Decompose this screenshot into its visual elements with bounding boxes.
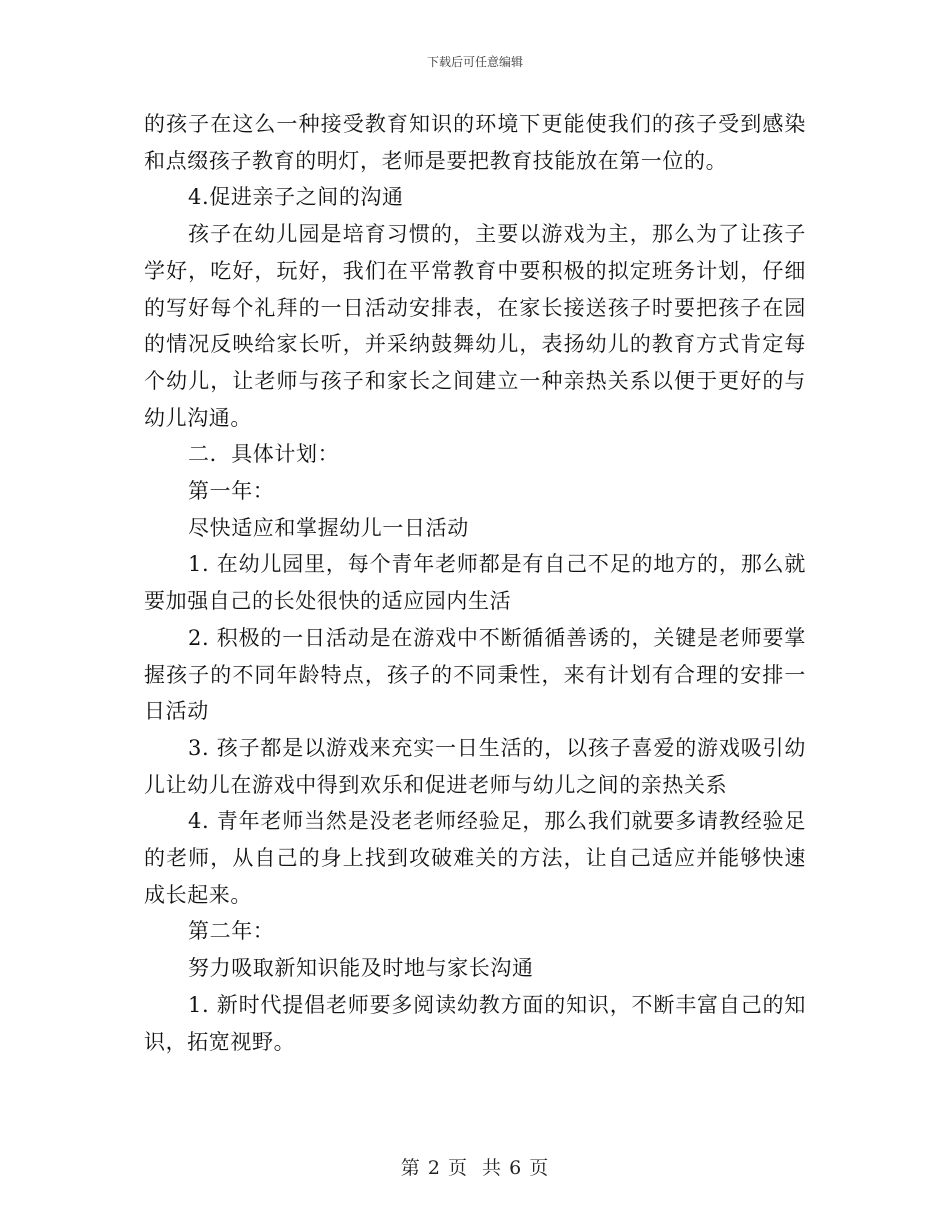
first-year-goal: 尽快适应和掌握幼儿一日活动 <box>188 515 469 540</box>
footer-current-page: 2 <box>427 1157 441 1179</box>
document-body <box>144 106 806 1060</box>
footer-prefix: 第 <box>400 1157 421 1179</box>
paragraph-communication: 孩子在幼儿园是培育习惯的，主要以游戏为主，那么为了让孩子学好，吃好，玩好，我们在平常教育中要积极的拟定班务计划，仔细的写好每个礼拜的一日活动安排表，在家长接送孩子时要把孩子在园的情况反映给家长听，并采纳鼓舞幼儿，表扬幼儿的教育方式肯定每个幼儿，让老师与孩子和家长之间建立一种亲热关系以便于更好的与幼儿沟通。 <box>144 222 806 430</box>
second-year-item-1: 1. 新时代提倡老师要多阅读幼教方面的知识，不断丰富自己的知识，拓宽视野。 <box>144 992 806 1054</box>
heading-parent-child-communication: 4.促进亲子之间的沟通 <box>188 185 404 210</box>
paragraph-continuation: 的孩子在这么一种接受教育知识的环境下更能使我们的孩子受到感染和点缀孩子教育的明灯，老师是要把教育技能放在第一位的。 <box>144 112 806 173</box>
footer-middle: 页 共 <box>447 1157 503 1179</box>
heading-first-year: 第一年： <box>188 479 275 504</box>
page-footer <box>0 1153 950 1180</box>
page-header-note: 下载后可任意编辑 <box>426 55 523 69</box>
heading-second-year: 第二年： <box>188 919 275 944</box>
second-year-goal: 努力吸取新知识能及时地与家长沟通 <box>188 956 534 981</box>
heading-specific-plan: 二．具体计划： <box>188 442 340 467</box>
first-year-item-4: 4. 青年老师当然是没老老师经验足，那么我们就要多请教经验足的老师，从自己的身上找到攻破难关的方法，让自己适应并能够快速成长起来。 <box>144 809 806 907</box>
first-year-item-1: 1. 在幼儿园里，每个青年老师都是有自己不足的地方的，那么就要加强自己的长处很快的适应园内生活 <box>144 552 806 614</box>
first-year-item-2: 2. 积极的一日活动是在游戏中不断循循善诱的，关键是老师要掌握孩子的不同年龄特点，孩子的不同秉性，来有计划有合理的安排一日活动 <box>144 625 806 724</box>
footer-suffix: 页 <box>529 1157 550 1179</box>
first-year-item-3: 3. 孩子都是以游戏来充实一日生活的，以孩子喜爱的游戏吸引幼儿让幼儿在游戏中得到欢乐和促进老师与幼儿之间的亲热关系 <box>144 735 806 797</box>
footer-total-pages: 6 <box>509 1157 523 1179</box>
